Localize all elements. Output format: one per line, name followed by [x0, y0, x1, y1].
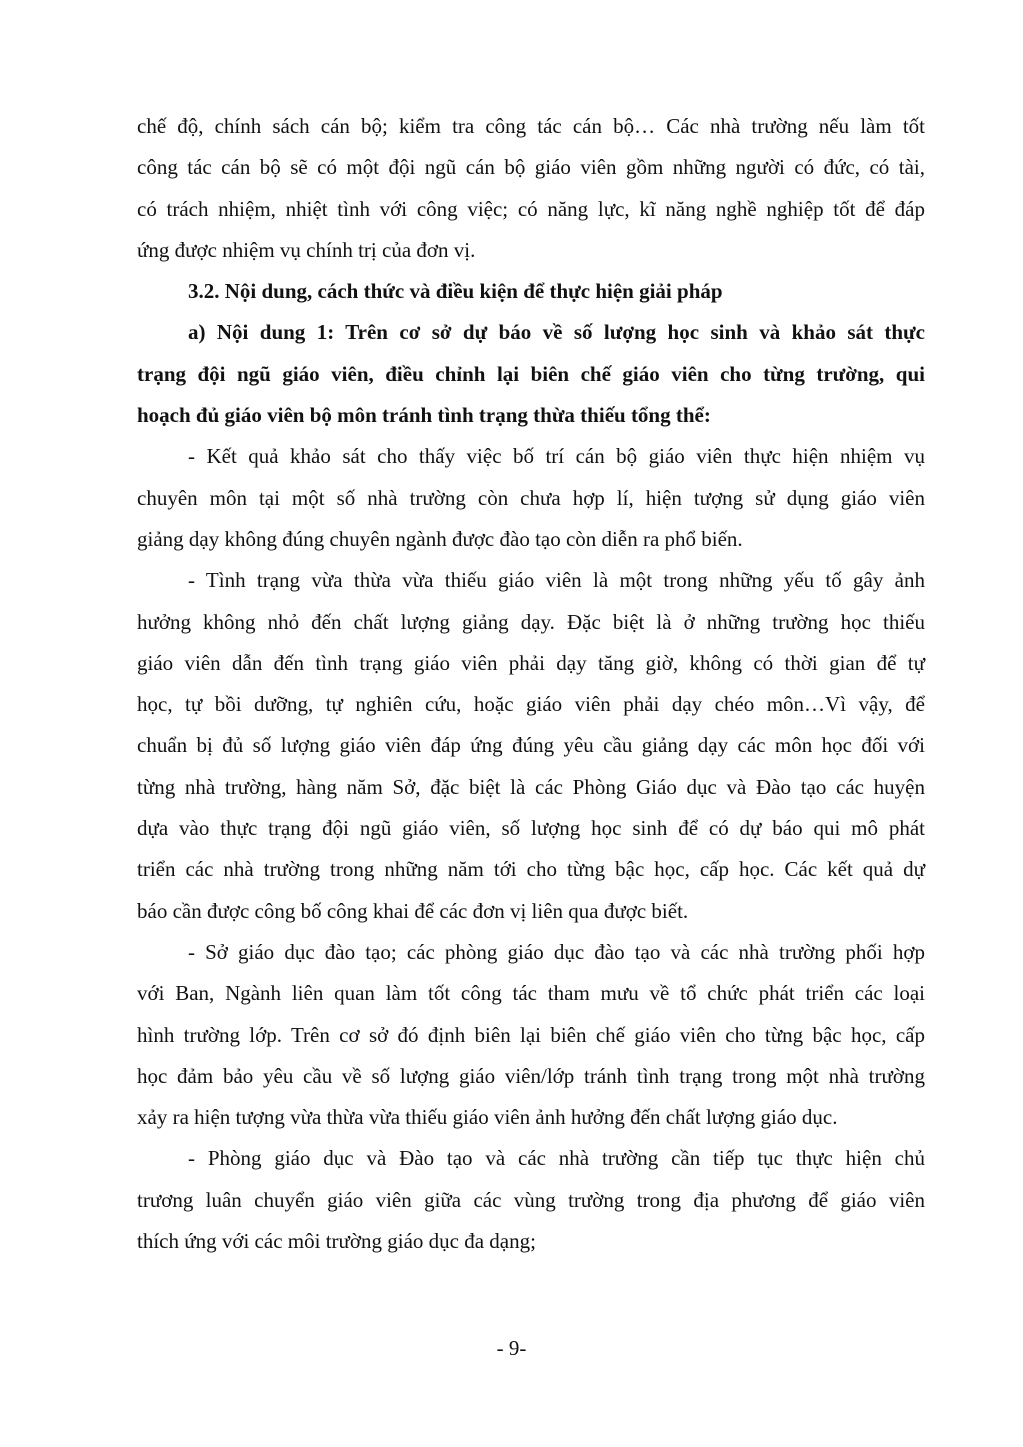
text-line: - Kết quả khảo sát cho thấy việc bố trí cán bộ giáo viên thực hiện nhiệm vụ: [188, 444, 925, 469]
subsection-heading: [137, 312, 925, 436]
text-line: có trách nhiệm, nhiệt tình với công việc; có năng lực, kĩ năng nghề nghiệp tốt để đáp: [137, 196, 925, 221]
paragraph: [137, 436, 925, 560]
text-line: học, tự bồi dưỡng, tự nghiên cứu, hoặc giáo viên phải dạy chéo môn…Vì vậy, để: [137, 692, 925, 717]
text-line: trương luân chuyển giáo viên giữa các vùng trường trong địa phương để giáo viên: [137, 1187, 925, 1212]
section-heading: [137, 271, 925, 312]
text-line: - Tình trạng vừa thừa vừa thiếu giáo viên là một trong những yếu tố gây ảnh: [188, 568, 925, 593]
text-line: từng nhà trường, hàng năm Sở, đặc biệt là các Phòng Giáo dục và Đào tạo các huyện: [137, 774, 925, 799]
text-line: xảy ra hiện tượng vừa thừa vừa thiếu giáo viên ảnh hưởng đến chất lượng giáo dục.: [137, 1105, 838, 1130]
text-line: hưởng không nhỏ đến chất lượng giảng dạy. Đặc biệt là ở những trường học thiếu: [137, 609, 925, 634]
text-line: chuẩn bị đủ số lượng giáo viên đáp ứng đúng yêu cầu giảng dạy các môn học đối với: [137, 733, 925, 758]
text-line: dựa vào thực trạng đội ngũ giáo viên, số lượng học sinh để có dự báo qui mô phát: [137, 816, 925, 841]
text-line: - Sở giáo dục đào tạo; các phòng giáo dục đào tạo và các nhà trường phối hợp: [188, 939, 925, 964]
text-line: chuyên môn tại một số nhà trường còn chưa hợp lí, hiện tượng sử dụng giáo viên: [137, 485, 925, 510]
text-line: triển các nhà trường trong những năm tới cho từng bậc học, cấp học. Các kết quả dự: [137, 857, 925, 882]
paragraph: [137, 106, 925, 271]
paragraph: [137, 1138, 925, 1262]
text-line: - Phòng giáo dục và Đào tạo và các nhà trường cần tiếp tục thực hiện chủ: [188, 1146, 925, 1171]
text-line: ứng được nhiệm vụ chính trị của đơn vị.: [137, 237, 476, 262]
text-line: chế độ, chính sách cán bộ; kiểm tra công tác cán bộ… Các nhà trường nếu làm tốt: [137, 114, 925, 138]
text-line: hình trường lớp. Trên cơ sở đó định biên lại biên chế giáo viên cho từng bậc học, cấp: [137, 1022, 925, 1047]
text-line: học đảm bảo yêu cầu về số lượng giáo viên/lớp tránh tình trạng trong một nhà trường: [137, 1063, 925, 1088]
text-line: công tác cán bộ sẽ có một đội ngũ cán bộ giáo viên gồm những người có đức, có tài,: [137, 155, 925, 180]
document-body: [137, 106, 925, 1262]
text-line: giảng dạy không đúng chuyên ngành được đào tạo còn diễn ra phổ biến.: [137, 526, 743, 551]
paragraph: [137, 932, 925, 1138]
text-line: báo cần được công bố công khai để các đơn vị liên qua được biết.: [137, 898, 689, 923]
heading-line: trạng đội ngũ giáo viên, điều chỉnh lại biên chế giáo viên cho từng trường, qui: [137, 361, 925, 386]
heading-line: hoạch đủ giáo viên bộ môn tránh tình trạng thừa thiếu tổng thể:: [137, 403, 711, 428]
text-line: với Ban, Ngành liên quan làm tốt công tác tham mưu về tổ chức phát triển các loại: [137, 981, 925, 1006]
page-number: - 9-: [496, 1336, 527, 1360]
text-line: thích ứng với các môi trường giáo dục đa dạng;: [137, 1229, 536, 1254]
heading-line: 3.2. Nội dung, cách thức và điều kiện để thực hiện giải pháp: [188, 279, 723, 304]
paragraph: [137, 560, 925, 932]
heading-line: a) Nội dung 1: Trên cơ sở dự báo về số lượng học sinh và khảo sát thực: [188, 320, 925, 345]
text-line: giáo viên dẫn đến tình trạng giáo viên phải dạy tăng giờ, không có thời gian để tự: [137, 650, 925, 675]
